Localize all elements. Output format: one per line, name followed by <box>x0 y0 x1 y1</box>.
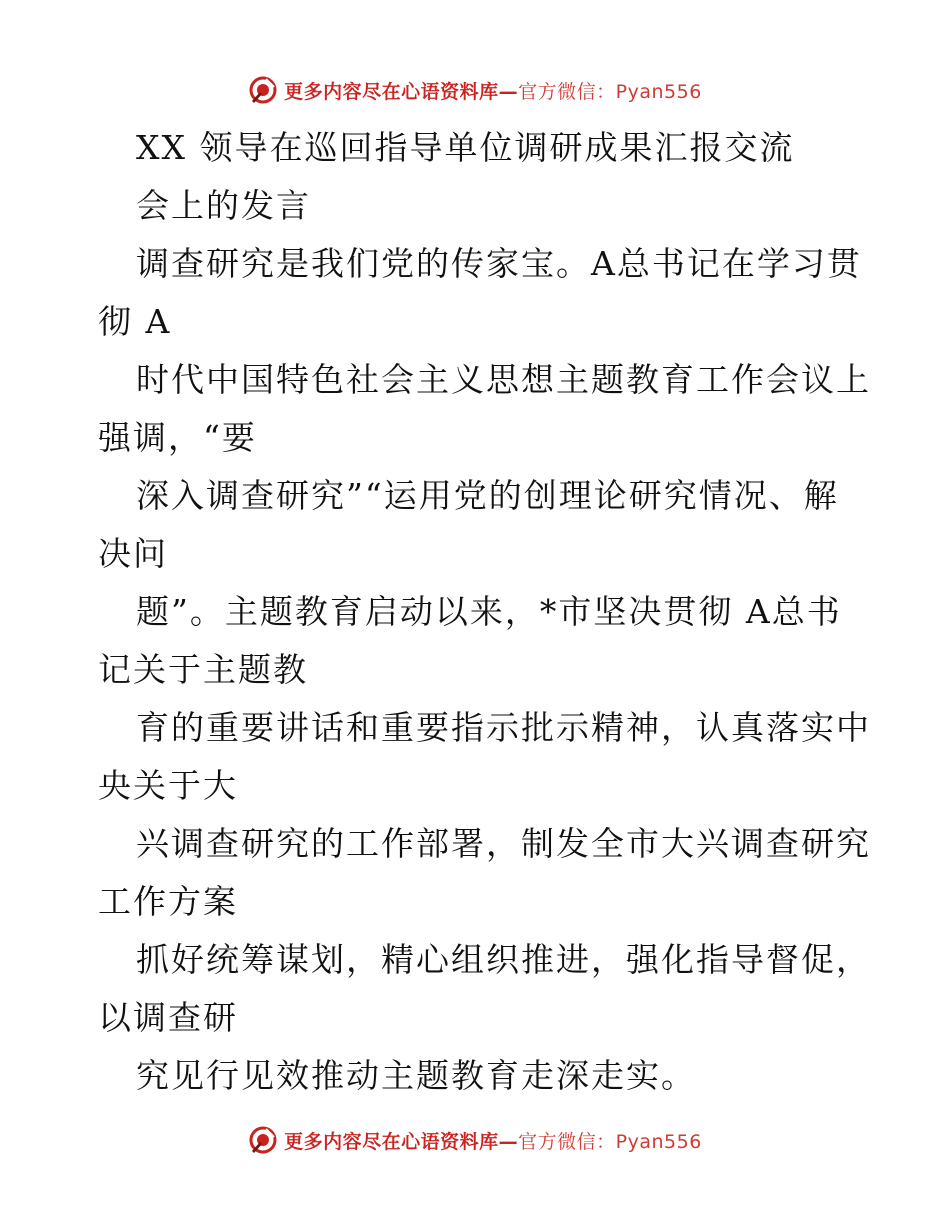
doc-line: 兴调查研究的工作部署，制发全市大兴调查研究 <box>136 824 871 863</box>
doc-title-line-2: 会上的发言 <box>136 186 311 225</box>
doc-line: 央关于大 <box>98 766 238 805</box>
footer-banner <box>0 1118 950 1162</box>
doc-line: 深入调查研究”“运用党的创理论研究情况、解 <box>136 476 839 515</box>
doc-line: 工作方案 <box>98 882 238 921</box>
doc-line: 以调查研 <box>98 998 238 1037</box>
pen-circle-logo-icon <box>248 1125 278 1155</box>
doc-line: 调查研究是我们党的传家宝。A总书记在学习贯 <box>136 244 862 283</box>
doc-line: 时代中国特色社会主义思想主题教育工作会议上 <box>136 360 871 399</box>
pen-circle-logo-icon <box>248 75 278 105</box>
doc-line: 抓好统筹谋划，精心组织推进，强化指导督促， <box>136 940 871 979</box>
doc-line: 题”。主题教育启动以来，*市坚决贯彻 A总书 <box>136 592 842 631</box>
footer-banner-text <box>284 1127 702 1154</box>
footer-banner-wechat: 官方微信：Pyan556 <box>518 1130 702 1153</box>
footer-banner-main: 更多内容尽在心语资料库— <box>284 1130 519 1153</box>
doc-line: 强调，“要 <box>98 418 257 457</box>
doc-line: 记关于主题教 <box>98 650 308 689</box>
doc-line: 彻 A <box>98 302 172 341</box>
doc-line: 究见行见效推动主题教育走深走实。 <box>136 1056 696 1095</box>
doc-line: 育的重要讲话和重要指示批示精神，认真落实中 <box>136 708 871 747</box>
header-banner-text <box>284 77 702 104</box>
header-banner-wechat: 官方微信：Pyan556 <box>518 80 702 103</box>
doc-line: 决问 <box>98 534 168 573</box>
header-banner <box>0 68 950 112</box>
header-banner-main: 更多内容尽在心语资料库— <box>284 80 519 103</box>
doc-title-line-1: XX 领导在巡回指导单位调研成果汇报交流 <box>136 128 795 167</box>
